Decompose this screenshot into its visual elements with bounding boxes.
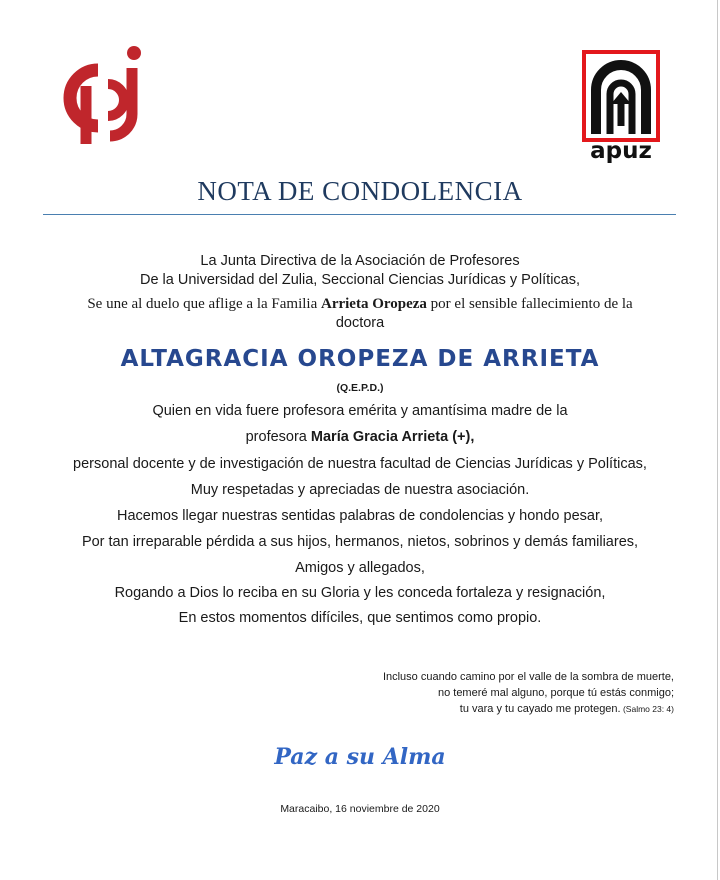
qepd-label: (Q.E.P.D.) — [336, 382, 384, 394]
deceased-name: ALTAGRACIA OROPEZA DE ARRIETA — [120, 346, 600, 372]
psalm-line-3 — [460, 701, 674, 717]
rpj-logo — [58, 44, 148, 148]
intro-line-3-prefix: Se une al duelo que aflige a la Familia — [87, 296, 321, 312]
intro-line-3 — [0, 295, 720, 313]
intro-line-2: De la Universidad del Zulia, Seccional Ciencias Jurídicas y Políticas, — [139, 272, 581, 288]
psalm-line-1: Incluso cuando camino por el valle de la sombra de muerte, — [382, 671, 674, 683]
body-line-3: personal docente y de investigación de nuestra facultad de Ciencias Jurídicas y Políticas, — [73, 456, 647, 472]
psalm-line-2: no temeré mal alguno, porque tú estás conmigo; — [437, 687, 674, 699]
intro-line-3-suffix: por el sensible fallecimiento de la — [426, 296, 633, 312]
psalm-reference: (Salmo 23: 4) — [620, 704, 674, 714]
document-title: NOTA DE CONDOLENCIA — [197, 176, 523, 206]
intro-line-4: doctora — [335, 315, 385, 331]
body-line-5: Hacemos llegar nuestras sentidas palabras de condolencias y hondo pesar, — [116, 508, 604, 524]
body-line-9: En estos momentos difíciles, que sentimos como propio. — [178, 610, 542, 626]
family-name: Arrieta Oropeza — [320, 296, 427, 312]
title-divider — [43, 214, 676, 215]
apuz-wordmark: apuz — [590, 138, 652, 164]
body-line-2-prefix: profesora — [245, 429, 311, 445]
document-date: Maracaibo, 16 noviembre de 2020 — [280, 803, 440, 815]
apuz-logo-frame — [582, 50, 660, 142]
body-line-7: Amigos y allegados, — [295, 560, 425, 576]
body-line-1: Quien en vida fuere profesora emérita y amantísima madre de la — [152, 403, 568, 419]
intro-line-1: La Junta Directiva de la Asociación de Profesores — [200, 253, 520, 269]
psalm-line-3-text: tu vara y tu cayado me protegen. — [459, 703, 621, 715]
body-line-2 — [0, 429, 720, 445]
body-line-6: Por tan irreparable pérdida a sus hijos, hermanos, nietos, sobrinos y demás familiares, — [81, 534, 639, 550]
apuz-arch-icon — [586, 54, 656, 138]
body-line-4: Muy respetadas y apreciadas de nuestra asociación. — [190, 482, 530, 498]
daughter-name: María Gracia Arrieta (+), — [310, 429, 475, 445]
apuz-logo — [582, 50, 660, 168]
closing-phrase: Paz a su Alma — [274, 744, 446, 770]
body-line-8: Rogando a Dios lo reciba en su Gloria y les conceda fortaleza y resignación, — [114, 585, 606, 601]
